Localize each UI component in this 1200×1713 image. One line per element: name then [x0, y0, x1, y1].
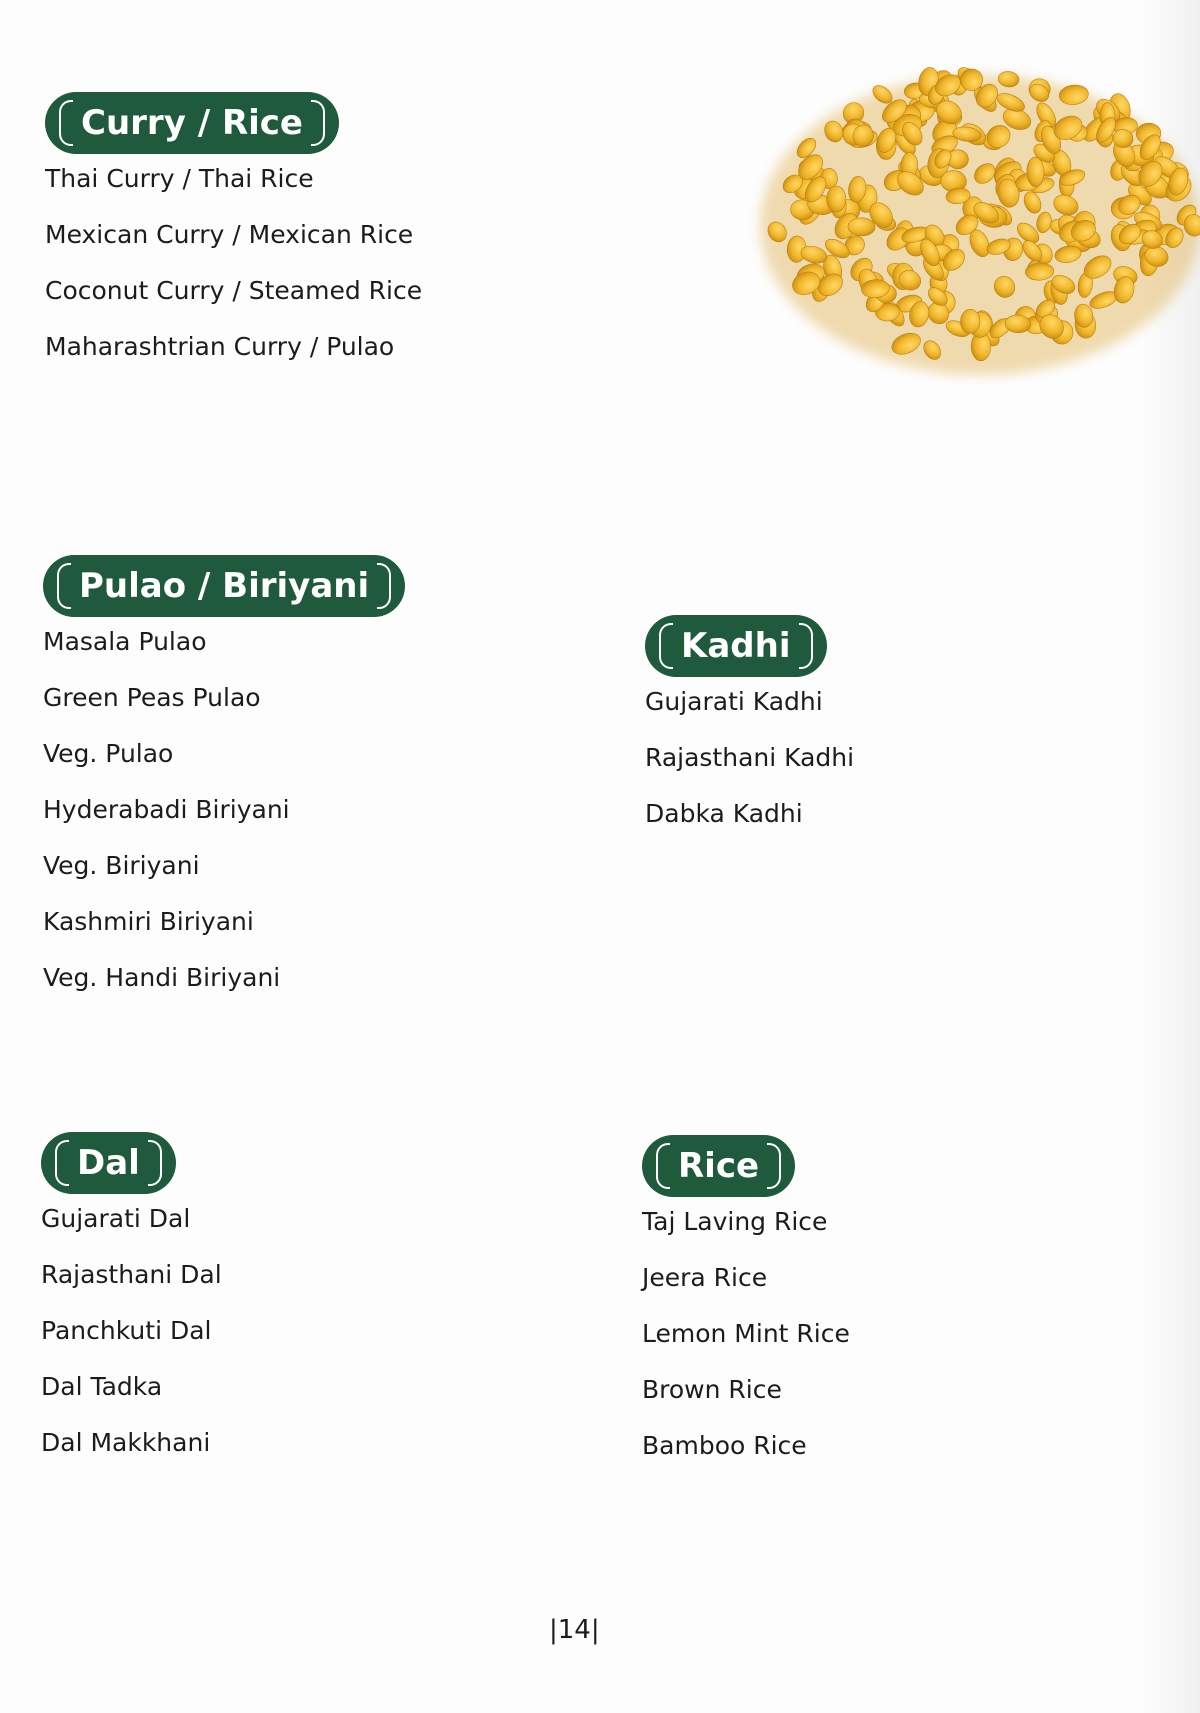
lentil: [826, 186, 846, 212]
menu-item: Dal Makkhani: [41, 1428, 211, 1457]
menu-item: Gujarati Dal: [41, 1204, 191, 1233]
menu-item: Jeera Rice: [642, 1263, 768, 1292]
menu-item: Dabka Kadhi: [645, 799, 803, 828]
menu-list-dal: [41, 1191, 222, 1471]
menu-item: Brown Rice: [642, 1375, 782, 1404]
menu-item: Hyderabadi Biriyani: [43, 795, 290, 824]
menu-item: Taj Laving Rice: [642, 1207, 828, 1236]
page-number: |14|: [549, 1615, 600, 1645]
menu-item: Mexican Curry / Mexican Rice: [45, 220, 414, 249]
menu-list-rice: [642, 1194, 850, 1474]
section-curry-rice: [45, 92, 422, 375]
section-heading-kadhi: Kadhi: [645, 615, 827, 677]
menu-item: Green Peas Pulao: [43, 683, 261, 712]
section-dal: [41, 1132, 222, 1471]
menu-list-pulao-biriyani: [43, 614, 405, 1006]
section-heading-pulao-biriyani: Pulao / Biriyani: [43, 555, 405, 617]
menu-list-curry-rice: [45, 151, 422, 375]
menu-item: Kashmiri Biriyani: [43, 907, 254, 936]
menu-item: Rajasthani Kadhi: [645, 743, 855, 772]
menu-item: Lemon Mint Rice: [642, 1319, 850, 1348]
menu-item: Bamboo Rice: [642, 1431, 807, 1460]
menu-item: Rajasthani Dal: [41, 1260, 222, 1289]
menu-list-kadhi: [645, 674, 854, 842]
menu-item: Gujarati Kadhi: [645, 687, 823, 716]
section-heading-rice: Rice: [642, 1135, 795, 1197]
menu-item: Coconut Curry / Steamed Rice: [45, 276, 423, 305]
menu-item: Maharashtrian Curry / Pulao: [45, 332, 395, 361]
menu-item: Dal Tadka: [41, 1372, 163, 1401]
section-heading-curry-rice: Curry / Rice: [45, 92, 339, 154]
section-heading-dal: Dal: [41, 1132, 176, 1194]
menu-item: Veg. Biriyani: [43, 851, 200, 880]
section-kadhi: [645, 615, 854, 842]
menu-item: Panchkuti Dal: [41, 1316, 212, 1345]
lentil: [1027, 157, 1045, 187]
section-rice: [642, 1135, 850, 1474]
section-pulao-biriyani: [43, 555, 405, 1006]
menu-item: Veg. Handi Biriyani: [43, 963, 281, 992]
menu-item: Masala Pulao: [43, 627, 207, 656]
lentil: [960, 309, 980, 334]
menu-item: Thai Curry / Thai Rice: [45, 164, 314, 193]
menu-item: Veg. Pulao: [43, 739, 174, 768]
lentils-image: [720, 25, 1200, 395]
